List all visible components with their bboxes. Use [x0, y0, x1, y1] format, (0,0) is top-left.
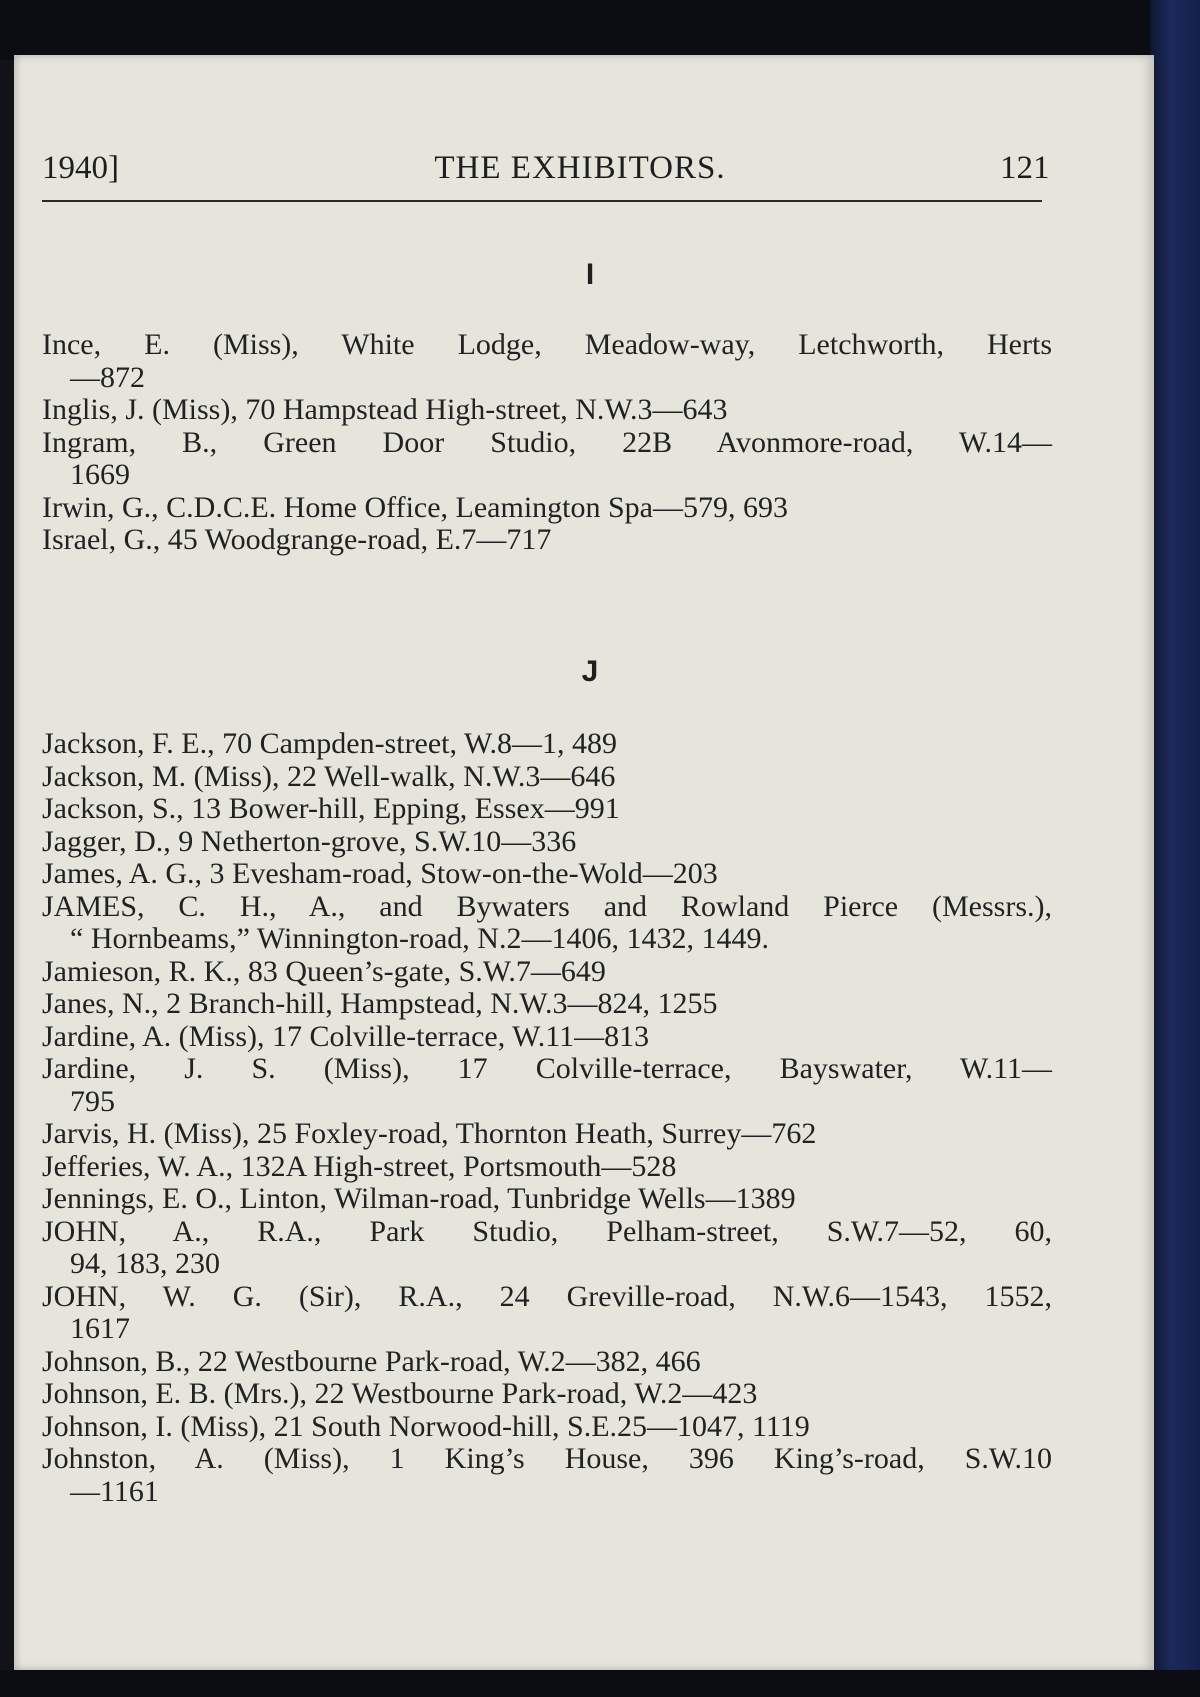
entry-text-continuation: 1617	[70, 1312, 130, 1345]
book-cover-edge	[1150, 0, 1200, 1697]
entry-text: Johnston, A. (Miss), 1 King’s House, 396 King’s-road, S.W.10	[42, 1442, 1052, 1475]
entry-text: Jennings, E. O., Linton, Wilman-road, Tunbridge Wells—1389	[42, 1182, 796, 1215]
entry-text: JAMES, C. H., A., and Bywaters and Rowland Pierce (Messrs.),	[42, 889, 1052, 923]
book-edge-top	[0, 0, 1200, 60]
entry-text: JOHN, W. G. (Sir), R.A., 24 Greville-road, N.W.6—1543, 1552,	[42, 1279, 1052, 1313]
entry-text: Johnson, I. (Miss), 21 South Norwood-hill, S.E.25—1047, 1119	[42, 1409, 810, 1443]
book-edge-bottom	[0, 1670, 1200, 1697]
entry-text-continuation: —1161	[70, 1474, 159, 1508]
entry-text: Jamieson, R. K., 83 Queen’s-gate, S.W.7—649	[42, 954, 606, 988]
entry-text: Janes, N., 2 Branch-hill, Hampstead, N.W.3—824, 1255	[42, 987, 718, 1020]
section-letter-j: J	[581, 655, 599, 688]
section-letter-i: I	[585, 258, 595, 291]
entry-text-continuation: 1669	[70, 458, 130, 491]
entry-text: Johnson, E. B. (Mrs.), 22 Westbourne Park-road, W.2—423	[42, 1377, 758, 1410]
entry-text: Jackson, F. E., 70 Campden-street, W.8—1, 489	[42, 727, 618, 760]
entry-text: JOHN, A., R.A., Park Studio, Pelham-street, S.W.7—52, 60,	[42, 1214, 1052, 1248]
entry-text: Johnson, B., 22 Westbourne Park-road, W.2—382, 466	[42, 1344, 701, 1378]
entry-text-continuation: “ Hornbeams,” Winnington-road, N.2—1406, 1432, 1449.	[70, 922, 769, 955]
running-head-title: THE EXHIBITORS.	[434, 150, 726, 186]
entry-text-continuation: 795	[70, 1084, 115, 1118]
entry-text: Israel, G., 45 Woodgrange-road, E.7—717	[42, 523, 552, 556]
entry-text: Jarvis, H. (Miss), 25 Foxley-road, Thornton Heath, Surrey—762	[42, 1117, 817, 1150]
entry-text: Jagger, D., 9 Netherton-grove, S.W.10—336	[42, 824, 577, 858]
entry-text: James, A. G., 3 Evesham-road, Stow-on-the-Wold—203	[42, 857, 718, 890]
entry-text: Ingram, B., Green Door Studio, 22B Avonmore-road, W.14—	[42, 425, 1052, 459]
entry-text: Ince, E. (Miss), White Lodge, Meadow-way, Letchworth, Herts	[42, 328, 1052, 361]
entry-text: Jardine, J. S. (Miss), 17 Colville-terrace, Bayswater, W.11—	[42, 1052, 1052, 1085]
running-head-year: 1940]	[42, 150, 119, 186]
header-rule	[42, 200, 1042, 202]
entry-text-continuation: 94, 183, 230	[70, 1247, 220, 1280]
entry-text: Jefferies, W. A., 132A High-street, Portsmouth—528	[42, 1149, 677, 1183]
page-number: 121	[1000, 150, 1050, 186]
entry-text: Jackson, S., 13 Bower-hill, Epping, Essex—991	[42, 792, 620, 825]
entry-text: Jackson, M. (Miss), 22 Well-walk, N.W.3—646	[42, 759, 616, 793]
entries-section-i	[42, 329, 1052, 557]
entry-text: Jardine, A. (Miss), 17 Colville-terrace, W.11—813	[42, 1019, 650, 1053]
entry-text: Inglis, J. (Miss), 70 Hampstead High-street, N.W.3—643	[42, 393, 728, 426]
entries-section-j	[42, 728, 1052, 1508]
entry-text: Irwin, G., C.D.C.E. Home Office, Leamington Spa—579, 693	[42, 490, 789, 524]
entry-text-continuation: —872	[70, 360, 145, 394]
